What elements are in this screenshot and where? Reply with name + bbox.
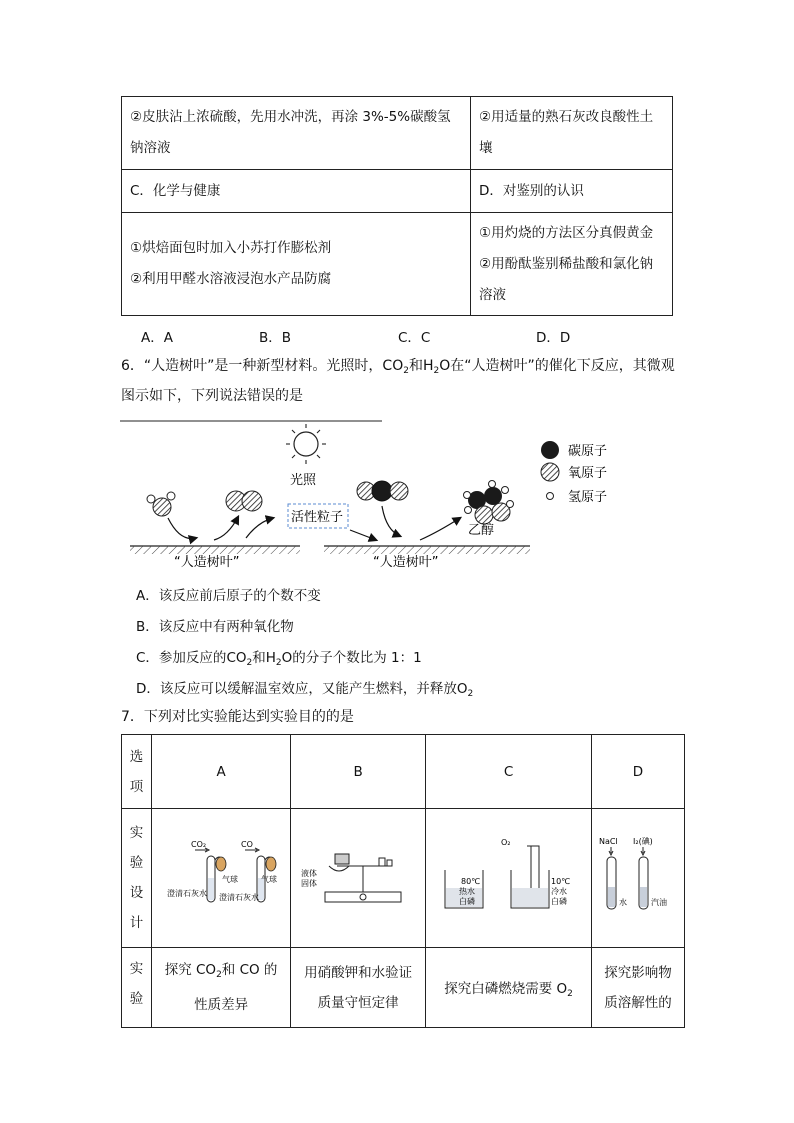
table-row bbox=[122, 97, 673, 170]
design-label: 实验设计 bbox=[129, 825, 144, 931]
experiment-a-figure bbox=[165, 836, 277, 916]
option-b: B．B bbox=[259, 330, 292, 346]
q6-stem-line2: 图示如下，下列说法错误的是 bbox=[121, 388, 303, 404]
table-cell: 探究白磷燃烧需要 $O_2$ bbox=[426, 948, 592, 1028]
leaf-label-2: “人造树叶” bbox=[373, 555, 439, 570]
ethanol-molecule-icon bbox=[464, 481, 514, 525]
svg-text:10℃: 10℃ bbox=[550, 877, 570, 886]
option-d: D．D bbox=[536, 330, 571, 346]
table-row bbox=[122, 170, 673, 213]
q6-choice-a: A．该反应前后原子的个数不变 bbox=[136, 588, 321, 604]
svg-text:冷水: 冷水 bbox=[550, 887, 567, 896]
table-cell bbox=[122, 170, 471, 213]
svg-text:澄清石灰水: 澄清石灰水 bbox=[167, 889, 208, 898]
cell-text: ②用适量的熟石灰改良酸性土壤 bbox=[479, 109, 654, 156]
cell-text: ②利用甲醛水溶液浸泡水产品防腐 bbox=[130, 271, 332, 287]
q6-choice-c: C．参加反应的$CO_2$和$H_2O$的分子个数比为 1：1 bbox=[136, 650, 422, 668]
cell-text: D．对鉴别的认识 bbox=[479, 182, 584, 199]
experiment-d-figure bbox=[593, 831, 683, 921]
legend-carbon: 碳原子 bbox=[568, 444, 608, 459]
table-cell bbox=[122, 809, 152, 948]
svg-text:热水: 热水 bbox=[458, 887, 475, 896]
hydrogen-atom-icon bbox=[547, 493, 554, 500]
table-cell: 用硝酸钾和水验证 质量守恒定律 bbox=[291, 948, 426, 1028]
svg-text:汽油: 汽油 bbox=[651, 898, 667, 907]
table-cell bbox=[471, 213, 673, 316]
header-label: 选项 bbox=[129, 748, 144, 795]
table-row bbox=[122, 948, 685, 1028]
table-cell bbox=[122, 97, 471, 170]
table-cell bbox=[122, 948, 152, 1028]
svg-text:白磷: 白磷 bbox=[550, 897, 567, 906]
q7-table bbox=[121, 734, 685, 1028]
header-col-a: A bbox=[152, 735, 291, 809]
table-cell bbox=[592, 809, 685, 948]
table-cell: 探究影响物 质溶解性的 bbox=[592, 948, 685, 1028]
ethanol-label: 乙醇 bbox=[468, 523, 495, 538]
sun-label: 光照 bbox=[290, 473, 317, 488]
goal-label: 实验 bbox=[129, 961, 144, 1007]
q7-stem: 7．下列对比实验能达到实验目的的是 bbox=[121, 709, 354, 725]
table-cell: 探究 $CO_2$和 CO 的 性质差异 bbox=[152, 948, 291, 1028]
table-cell bbox=[152, 809, 291, 948]
svg-text:水: 水 bbox=[619, 898, 627, 907]
table-cell bbox=[122, 213, 471, 316]
svg-text:CO: CO bbox=[241, 840, 253, 849]
svg-text:气球: 气球 bbox=[261, 875, 278, 884]
option-c: C．C bbox=[398, 330, 431, 346]
q6-reaction-figure bbox=[118, 418, 638, 578]
q6-choice-b: B．该反应中有两种氧化物 bbox=[136, 619, 294, 635]
cell-text: ①烘焙面包时加入小苏打作膨松剂 bbox=[130, 240, 332, 256]
oxygen-atom-icon bbox=[541, 463, 559, 481]
svg-text:O₂: O₂ bbox=[500, 838, 511, 847]
leaf-label-1: “人造树叶” bbox=[174, 555, 240, 570]
table-row bbox=[122, 213, 673, 316]
svg-text:澄清石灰水: 澄清石灰水 bbox=[219, 893, 260, 902]
legend-oxygen: 氧原子 bbox=[568, 466, 608, 481]
table-cell bbox=[426, 809, 592, 948]
q5-table bbox=[121, 96, 673, 316]
sun-icon bbox=[286, 424, 326, 464]
cell-text: C．化学与健康 bbox=[130, 182, 221, 199]
svg-text:白磷: 白磷 bbox=[458, 897, 475, 906]
svg-text:气球: 气球 bbox=[222, 875, 239, 884]
experiment-c-figure bbox=[435, 836, 583, 916]
table-cell bbox=[291, 809, 426, 948]
oxygen-molecule-icon bbox=[226, 491, 262, 511]
svg-text:CO₂: CO₂ bbox=[191, 840, 207, 849]
table-cell bbox=[471, 97, 673, 170]
q6-choice-d: D．该反应可以缓解温室效应，又能产生燃料，并释放$O_2$ bbox=[136, 681, 474, 699]
cell-text: ②用酚酞鉴别稀盐酸和氯化钠溶液 bbox=[479, 255, 654, 303]
svg-text:NaCl: NaCl bbox=[599, 837, 618, 846]
svg-text:I₂(碘): I₂(碘) bbox=[633, 837, 653, 846]
cell-text: ①用灼烧的方法区分真假黄金 bbox=[479, 224, 654, 241]
svg-text:液体: 液体 bbox=[301, 869, 318, 878]
svg-text:80℃: 80℃ bbox=[460, 877, 480, 886]
header-col-c: C bbox=[426, 735, 592, 809]
co2-molecule-icon bbox=[357, 481, 408, 501]
carbon-atom-icon bbox=[541, 441, 559, 459]
table-row bbox=[122, 809, 685, 948]
option-a: A．A bbox=[141, 330, 173, 346]
active-particle-label: 活性粒子 bbox=[291, 510, 344, 525]
experiment-b-figure bbox=[299, 836, 417, 916]
header-col-b: B bbox=[291, 735, 426, 809]
table-cell bbox=[122, 735, 152, 809]
header-col-d: D bbox=[592, 735, 685, 809]
water-molecule-icon bbox=[147, 492, 175, 516]
svg-text:固体: 固体 bbox=[301, 879, 318, 888]
q6-stem-line1: 6．“人造树叶”是一种新型材料。光照时，$CO_2$和$H_2O$在“人造树叶”的催化下反应，其微观 bbox=[121, 358, 675, 376]
table-cell bbox=[471, 170, 673, 213]
table-row bbox=[122, 735, 685, 809]
cell-text: ②皮肤沾上浓硫酸，先用水冲洗，再涂 3%-5%碳酸氢钠溶液 bbox=[130, 109, 451, 156]
legend-hydrogen: 氢原子 bbox=[568, 490, 608, 505]
